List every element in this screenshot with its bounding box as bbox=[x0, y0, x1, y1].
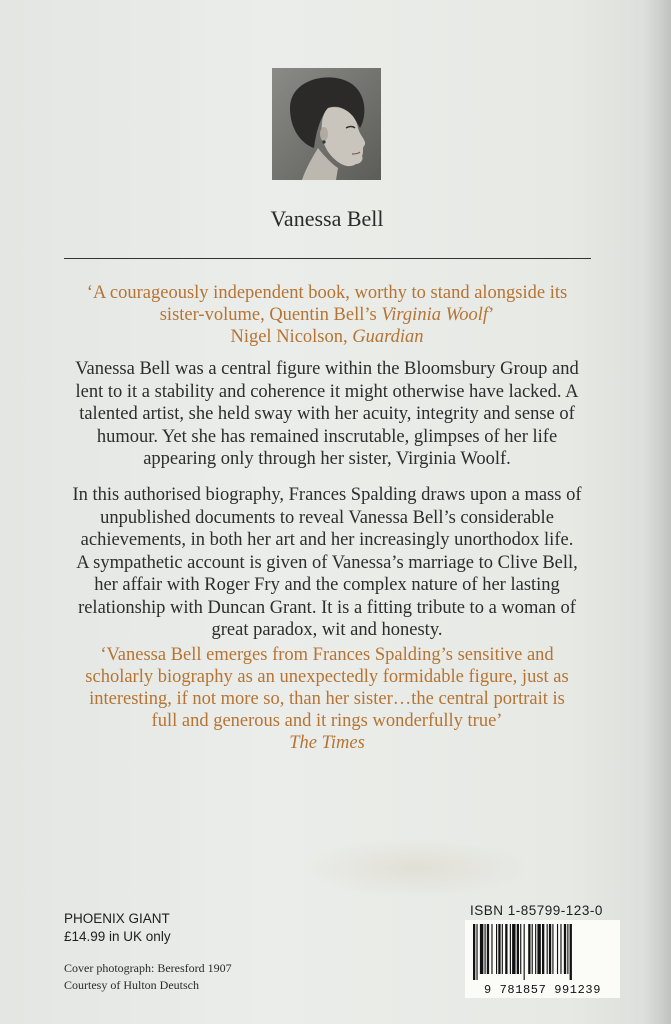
review-quote-times bbox=[50, 644, 604, 754]
quote-line: ‘Vanessa Bell emerges from Frances Spalding’s sensitive and bbox=[100, 645, 554, 665]
barcode-bar bbox=[552, 924, 553, 974]
barcode-bar bbox=[524, 924, 525, 980]
barcode-icon bbox=[473, 924, 612, 980]
barcode-bar bbox=[570, 924, 572, 980]
description-paragraph-2 bbox=[50, 484, 604, 642]
publisher-block bbox=[64, 910, 171, 946]
barcode-bar bbox=[498, 924, 500, 974]
quote-close: ’ bbox=[488, 305, 495, 325]
barcode-bar bbox=[520, 924, 521, 974]
barcode-bar bbox=[476, 924, 477, 980]
text-line: talented artist, she held sway with her acuity, integrity and sense of bbox=[79, 404, 575, 424]
divider-rule bbox=[64, 258, 591, 259]
barcode-bar bbox=[535, 924, 536, 974]
spine-shadow bbox=[643, 0, 671, 1024]
portrait-image bbox=[272, 68, 381, 180]
publication-name: The Times bbox=[289, 733, 365, 753]
barcode-bar bbox=[564, 924, 566, 974]
barcode bbox=[465, 920, 620, 998]
text-line: achievements, in both her art and her increasingly unorthodox life. bbox=[80, 530, 574, 550]
barcode-bar bbox=[549, 924, 551, 974]
barcode-bar bbox=[542, 924, 544, 974]
text-line: A sympathetic account is given of Vanessa’s marriage to Clive Bell, bbox=[76, 552, 578, 573]
barcode-bar bbox=[491, 924, 492, 974]
review-quote-nicolson bbox=[50, 282, 604, 348]
reviewer-name: Nigel Nicolson, bbox=[230, 327, 353, 347]
text-line: Vanessa Bell was a central figure within the Bloomsbury Group and bbox=[75, 359, 579, 379]
text-line: appearing only through her sister, Virginia Woolf. bbox=[143, 449, 511, 469]
barcode-bar bbox=[505, 924, 507, 974]
barcode-bar bbox=[510, 924, 511, 974]
barcode-bar bbox=[487, 924, 489, 974]
barcode-bar bbox=[557, 924, 558, 974]
quote-attribution bbox=[50, 326, 604, 348]
cover-stain bbox=[300, 838, 530, 898]
quote-text: sister-volume, Quentin Bell’s bbox=[159, 305, 382, 325]
quote-line bbox=[50, 304, 604, 326]
quote-line: ‘A courageously independent book, worthy to stand alongside its bbox=[86, 283, 568, 303]
barcode-bar bbox=[480, 924, 483, 974]
isbn-label: ISBN 1-85799-123-0 bbox=[470, 903, 603, 918]
barcode-bar bbox=[528, 924, 530, 974]
quote-line: scholarly biography as an unexpectedly formidable figure, just as bbox=[85, 667, 569, 687]
book-title: Virginia Woolf bbox=[381, 305, 489, 325]
quote-line: full and generous and it rings wonderfully true’ bbox=[151, 711, 503, 731]
barcode-bar bbox=[532, 924, 533, 974]
barcode-bar bbox=[517, 924, 519, 974]
barcode-bar bbox=[537, 924, 540, 974]
quote-line: interesting, if not more so, than her sister…the central portrait is bbox=[89, 689, 565, 709]
barcode-bar bbox=[547, 924, 548, 974]
portrait-photo bbox=[272, 68, 381, 180]
description-paragraph-1 bbox=[50, 358, 604, 471]
barcode-bar bbox=[512, 924, 515, 974]
text-line: lent to it a stability and coherence it might otherwise have lacked. A bbox=[75, 381, 579, 402]
courtesy-credit: Courtesy of Hulton Deutsch bbox=[64, 978, 199, 992]
text-line: In this authorised biography, Frances Spalding draws upon a mass of bbox=[72, 485, 582, 505]
text-line: great paradox, wit and honesty. bbox=[211, 620, 443, 640]
barcode-bar bbox=[473, 924, 475, 980]
publisher-name: PHOENIX GIANT bbox=[64, 911, 170, 926]
text-line: humour. Yet she has remained inscrutable, glimpses of her life bbox=[96, 426, 558, 447]
barcode-bar bbox=[560, 924, 561, 974]
text-line: her affair with Roger Fry and the complex nature of her lasting bbox=[94, 575, 560, 595]
text-line: relationship with Duncan Grant. It is a fitting tribute to a woman of bbox=[78, 597, 576, 618]
barcode-bar bbox=[502, 924, 503, 974]
barcode-bar bbox=[485, 924, 486, 974]
barcode-number: 9 781857 991239 bbox=[483, 983, 602, 997]
author-name: Vanessa Bell bbox=[270, 206, 384, 231]
photo-credit: Cover photograph: Beresford 1907 bbox=[64, 961, 232, 975]
price: £14.99 in UK only bbox=[64, 929, 171, 944]
text-line: unpublished documents to reveal Vanessa Bell’s considerable bbox=[100, 507, 554, 528]
publication-name: Guardian bbox=[352, 327, 424, 347]
photo-credits bbox=[64, 960, 232, 994]
barcode-bar bbox=[496, 924, 497, 974]
barcode-bar bbox=[567, 924, 568, 974]
